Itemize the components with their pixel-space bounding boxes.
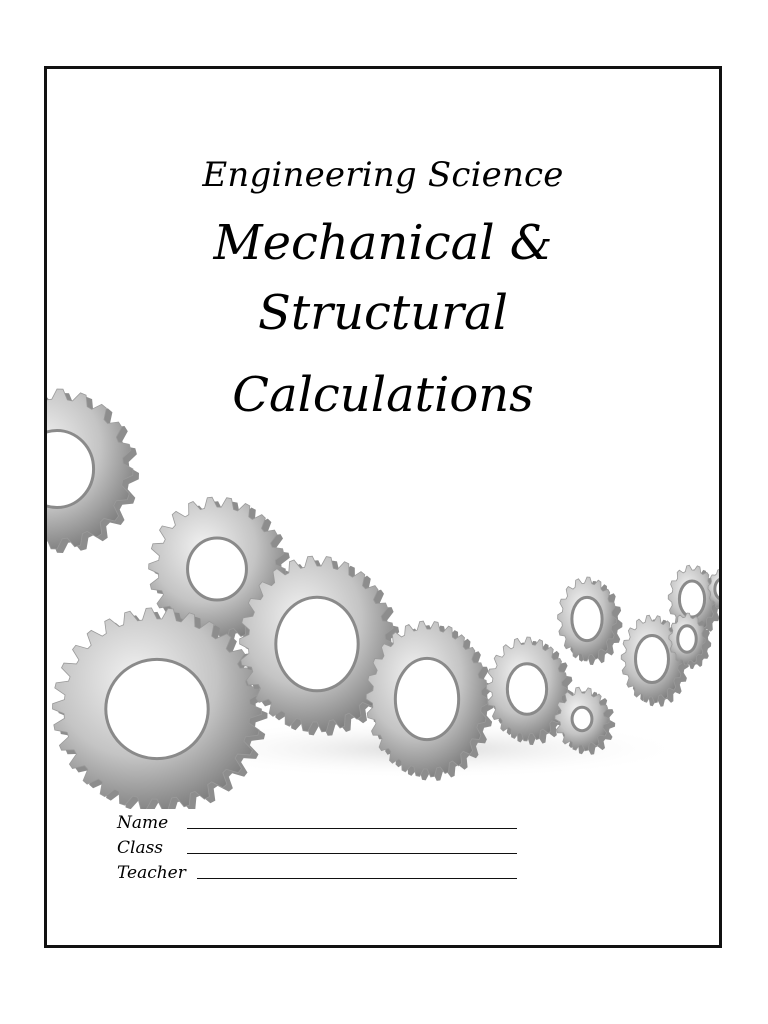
teacher-label: Teacher	[117, 863, 186, 883]
teacher-line[interactable]	[197, 878, 517, 879]
cover-title-line-1: Mechanical &	[213, 215, 553, 271]
name-field[interactable]	[117, 813, 517, 838]
cover-title-line-3: Calculations	[232, 367, 534, 423]
class-label: Class	[117, 838, 164, 858]
class-line[interactable]	[187, 853, 517, 854]
gear-1	[47, 389, 139, 553]
gear-3	[53, 608, 268, 809]
name-label: Name	[117, 813, 169, 833]
name-line[interactable]	[187, 828, 517, 829]
student-info-fields	[117, 813, 517, 888]
gear-7	[558, 577, 623, 665]
cover-subject: Engineering Science	[202, 155, 564, 195]
teacher-field[interactable]	[117, 863, 517, 888]
cover-title-line-2: Structural	[257, 285, 509, 341]
gears-icon	[47, 369, 722, 809]
class-field[interactable]	[117, 838, 517, 863]
cover-frame	[44, 66, 722, 948]
